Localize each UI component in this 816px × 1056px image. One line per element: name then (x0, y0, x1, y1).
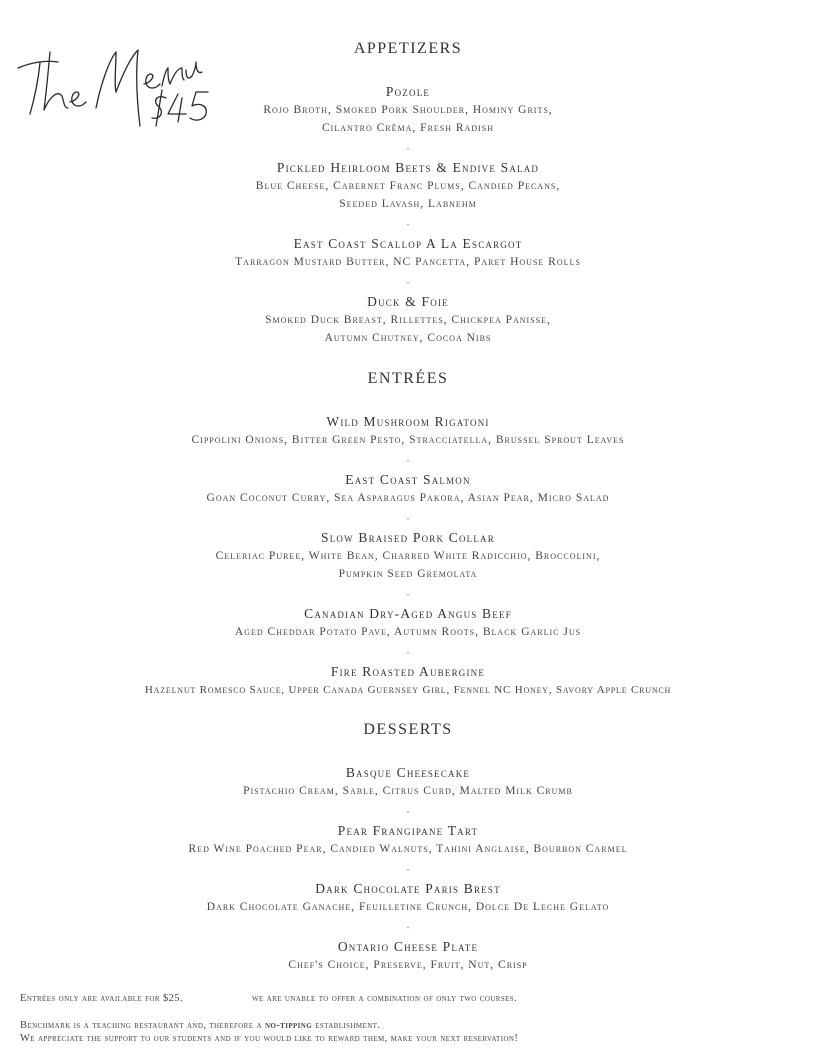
dish-name: Slow Braised Pork Collar (321, 530, 495, 545)
dish-description: Pistachio Cream, Sable, Citrus Curd, Malted Milk Crumb (243, 785, 573, 797)
dish-name: Wild Mushroom Rigatoni (326, 414, 490, 429)
dish-item (0, 159, 816, 213)
dish-separator: - (406, 277, 410, 287)
section-title-desserts: DESSERTS (363, 721, 453, 738)
dish-item (0, 605, 816, 641)
dish-item (0, 471, 816, 507)
dish-separator: - (406, 864, 410, 874)
dish-name: East Coast Salmon (345, 472, 471, 487)
dish-item (0, 235, 816, 271)
footer-tipping-post: establishment. (315, 1020, 381, 1031)
dish-separator: - (406, 589, 410, 599)
dish-item (0, 529, 816, 583)
footer-tipping-note (20, 1020, 380, 1031)
dish-name: Basque Cheesecake (345, 765, 471, 780)
dish-description: Autumn Chutney, Cocoa Nibs (324, 332, 492, 344)
dish-description: Tarragon Mustard Butter, NC Pancetta, Paret House Rolls (235, 256, 581, 268)
dish-separator: - (406, 922, 410, 932)
dish-item (0, 293, 816, 347)
section-title-appetizers: APPETIZERS (353, 40, 463, 57)
dish-item (0, 764, 816, 800)
footer-tipping-pre: Benchmark is a teaching restaurant and, therefore a (20, 1020, 262, 1031)
dish-name: Fire Roasted Aubergine (330, 664, 486, 679)
dish-name: Canadian Dry-Aged Angus Beef (304, 606, 512, 621)
dish-description: Celeriac Puree, White Bean, Charred White Radicchio, Broccolini, (215, 550, 601, 562)
dish-item (0, 822, 816, 858)
dish-description: Pumpkin Seed Gremolata (338, 568, 478, 580)
dish-item (0, 413, 816, 449)
dish-description: Goan Coconut Curry, Sea Asparagus Pakora, Asian Pear, Micro Salad (206, 492, 610, 504)
dish-item (0, 83, 816, 137)
dish-name: Duck & Foie (367, 294, 449, 309)
dish-name: East Coast Scallop A La Escargot (293, 236, 523, 251)
dish-description: Red Wine Poached Pear, Candied Walnuts, Tahini Anglaise, Bourbon Carmel (188, 843, 628, 855)
dish-description: Seeded Lavash, Labnehm (339, 198, 477, 210)
dish-description: Chef's Choice, Preserve, Fruit, Nut, Crisp (288, 959, 528, 971)
dish-separator: - (406, 513, 410, 523)
section-title-entrees: ENTRÉES (367, 370, 449, 387)
dish-description: Rojo Broth, Smoked Pork Shoulder, Hominy Grits, (263, 104, 553, 116)
dish-separator: - (406, 806, 410, 816)
dish-name: Dark Chocolate Paris Brest (315, 881, 501, 896)
dish-separator: - (406, 455, 410, 465)
footer-entree-note: Entrées only are available for $25. (20, 993, 183, 1004)
dish-item (0, 663, 816, 699)
dish-description: Dark Chocolate Ganache, Feuilletine Crunch, Dolce De Leche Gelato (206, 901, 610, 913)
dish-separator: - (406, 647, 410, 657)
footer-appreciation-note: We appreciate the support to our students and if you would like to reward them, make your next reservation! (20, 1033, 519, 1044)
footer-tipping-bold: no-tipping (264, 1020, 313, 1031)
dish-separator: - (406, 219, 410, 229)
dish-description: Cippolini Onions, Bitter Green Pesto, Stracciatella, Brussel Sprout Leaves (191, 434, 625, 446)
dish-description: Aged Cheddar Potato Pave, Autumn Roots, Black Garlic Jus (234, 626, 582, 638)
dish-description: Hazelnut Romesco Sauce, Upper Canada Guernsey Girl, Fennel NC Honey, Savory Apple Crunch (144, 684, 672, 696)
footer-combination-note: we are unable to offer a combination of only two courses. (252, 993, 518, 1004)
dish-description: Smoked Duck Breast, Rillettes, Chickpea Panisse, (265, 314, 551, 326)
dish-name: Pear Frangipane Tart (337, 823, 479, 838)
dish-name: Ontario Cheese Plate (337, 939, 479, 954)
dish-separator: - (406, 143, 410, 153)
dish-name: Pozole (385, 84, 431, 99)
dish-description: Blue Cheese, Cabernet Franc Plums, Candied Pecans, (255, 180, 561, 192)
dish-item (0, 880, 816, 916)
dish-item (0, 938, 816, 974)
dish-description: Cilantro Crêma, Fresh Radish (321, 122, 495, 134)
dish-name: Pickled Heirloom Beets & Endive Salad (276, 160, 540, 175)
